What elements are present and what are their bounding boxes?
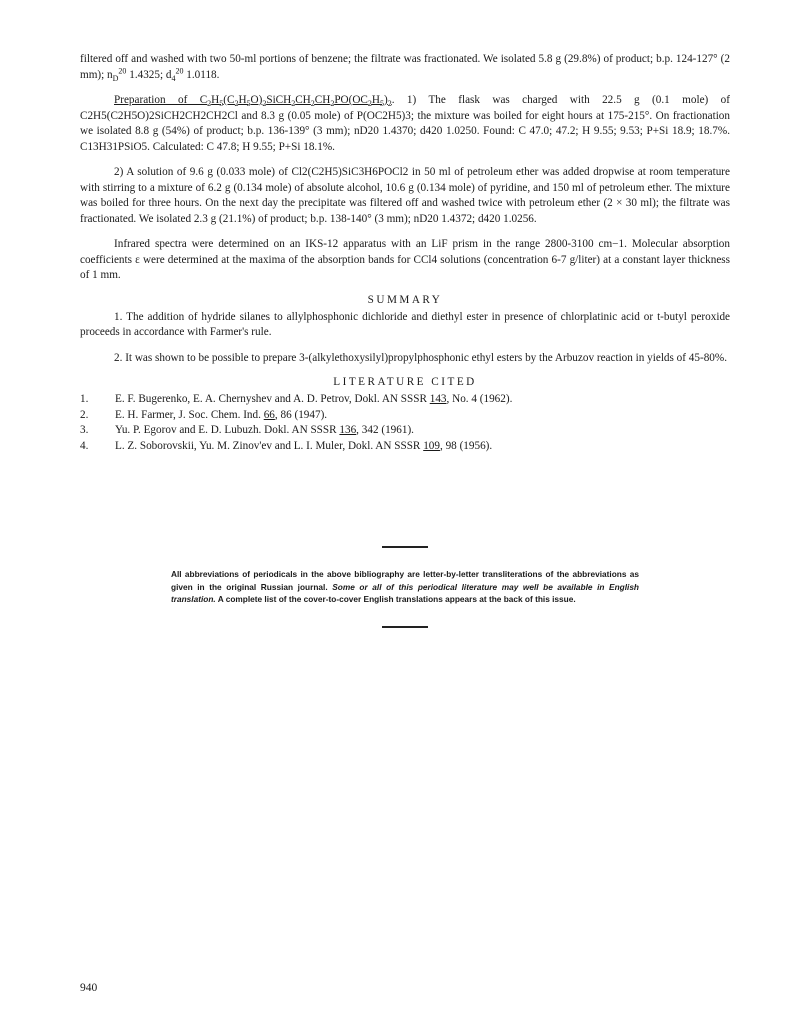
page-number: 940: [80, 982, 98, 994]
reference-item: 4. L. Z. Soborovskii, Yu. M. Zinov'ev and L. I. Muler, Dokl. AN SSSR 109, 98 (1956).: [80, 439, 493, 452]
summary-item-2: 2. It was shown to be possible to prepare 3-(alkylethoxysilyl)propylphosphonic ethyl esters by the Arbuzov reaction in yields of 45-80%.: [114, 351, 728, 364]
preparation-heading: Preparation of $C_2H_5(C_2H_5O)_2SiCH_2CH_2CH_2PO(OC_2H_5)_2$: [114, 94, 392, 109]
paragraph-solution: 2) A solution of 9.6 g (0.033 mole) of Cl2(C2H5)SiC3H6POCl2 in 50 ml of petroleum ether was added dropwise at room temperature with stirring to a mixture of 6.2 g (0.134 mole) of absolute alcohol, 10.6 g (0.134 mole) of pyridine, and 150 ml of petroleum ether. The mixture was boiled for three hours. On the next day the precipitate was filtered off and washed twice with petroleum ether (2 × 30 ml); the filtrate was fractionated. We isolated 2.3 g (21.1%) of product; b.p. 138-140° (3 mm); nD20 1.4372; d420 1.0256.: [80, 166, 730, 225]
paragraph-filtrate: filtered off and washed with two 50-ml portions of benzene; the filtrate was fractionated. We isolated 5.8 g (29.8%) of product; b.p. 124-127° (2 mm); $n_D^{20}$ 1.4325; $d_4^{20}$ 1.0118.: [80, 53, 730, 83]
reference-list: [80, 392, 730, 454]
reference-item: 2. E. H. Farmer, J. Soc. Chem. Ind. 66, 86 (1947).: [80, 408, 328, 421]
summary-item-1: 1. The addition of hydride silanes to allylphosphonic dichloride and diethyl ester in presence of chlorplatinic acid or t-butyl peroxide proceeds in accordance with Farmer's rule.: [80, 310, 730, 338]
page-body: [80, 0, 730, 628]
reference-item: 3. Yu. P. Egorov and E. D. Lubuzh. Dokl. AN SSSR 136, 342 (1961).: [80, 424, 414, 436]
divider-bottom: [382, 626, 428, 628]
paragraph-preparation: Preparation of $C_2H_5(C_2H_5O)_2SiCH_2CH_2CH_2PO(OC_2H_5)_2$. 1) The flask was charged with 22.5 g (0.1 mole) of C2H5(C2H5O)2SiCH2CH2CH2Cl and 8.3 g (0.05 mole) of P(OC2H5)3; the mixture was boiled for eight hours at 175-215°. On fractionation we isolated 8.8 g (54%) of product; b.p. 136-139° (3 mm); nD20 1.4370; d420 1.0250. Found: C 47.0; 47.2; H 9.55; 9.53; P+Si 18.9; 18.7%. C13H31PSiO5. Calculated: C 47.8; H 9.55; P+Si 18.1%.: [80, 94, 730, 153]
abbreviations-footnote: All abbreviations of periodicals in the above bibliography are letter-by-letter transliterations of the abbreviations as given in the original Russian journal. Some or all of this periodical literature may well be available in English translation. A complete list of the cover-to-cover English translations appears at the back of this issue.: [171, 569, 639, 604]
summary-heading: SUMMARY: [367, 293, 443, 306]
literature-heading: LITERATURE CITED: [333, 376, 477, 388]
paragraph-infrared: Infrared spectra were determined on an IKS-12 apparatus with an LiF prism in the range 2800-3100 cm−1. Molecular absorption coefficients ε were determined at the maxima of the absorption bands for CCl4 solutions (concentration 6-7 g/liter) at a constant layer thickness of 1 mm.: [80, 238, 730, 281]
reference-item: 1. E. F. Bugerenko, E. A. Chernyshev and A. D. Petrov, Dokl. AN SSSR 143, No. 4 (1962).: [80, 393, 513, 405]
